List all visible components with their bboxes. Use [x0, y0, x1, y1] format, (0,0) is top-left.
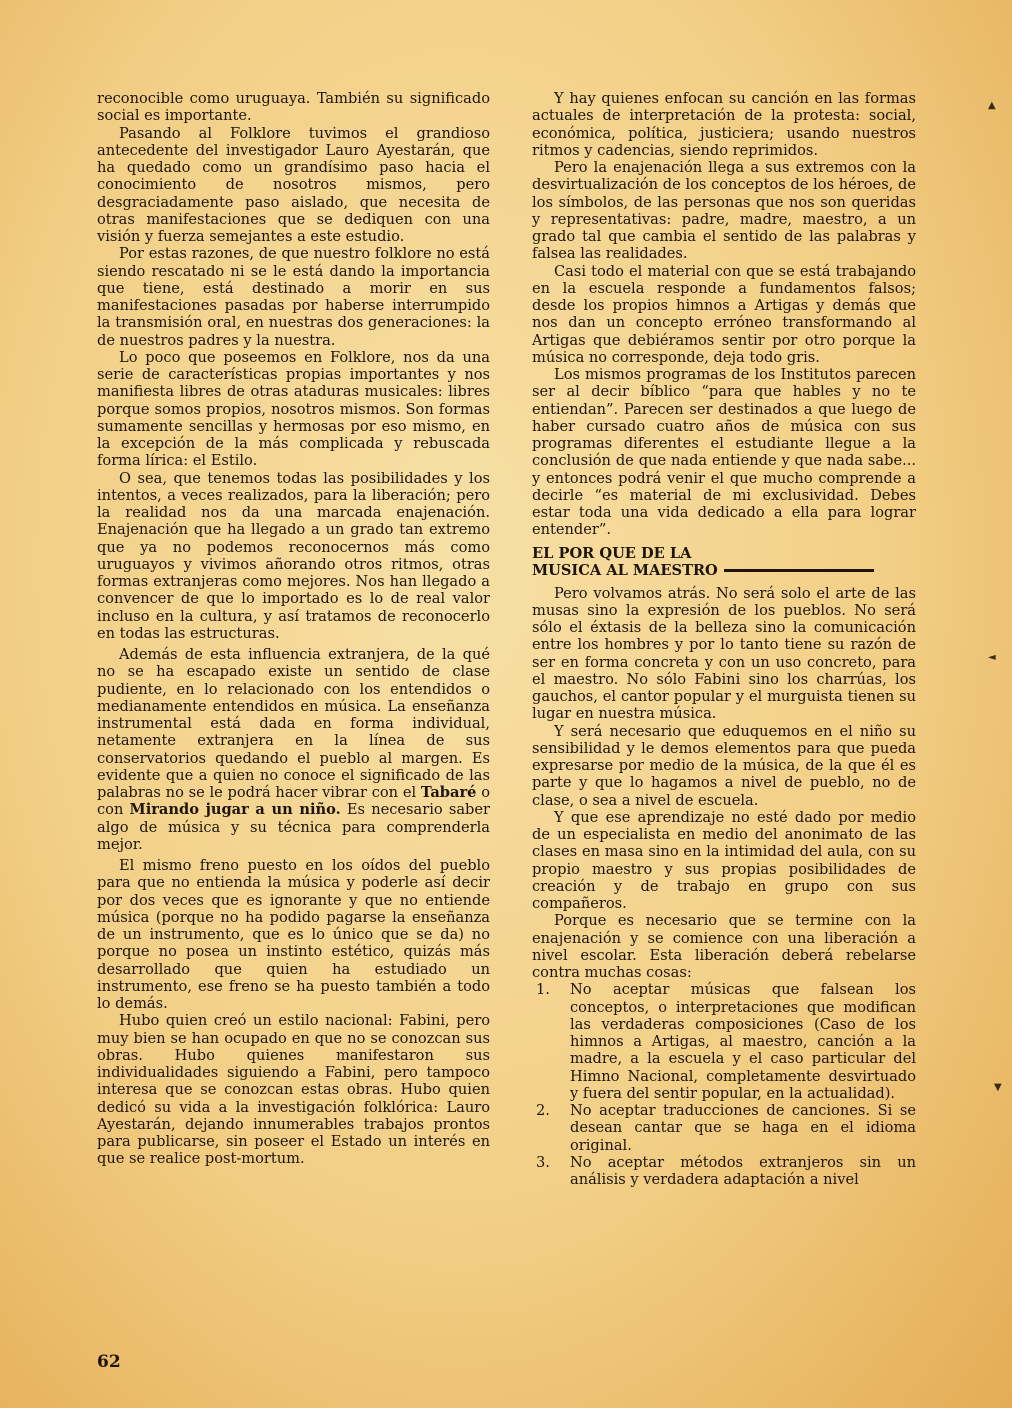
- left-column: [97, 90, 490, 1168]
- heading-line-1: EL POR QUE DE LA: [532, 544, 692, 562]
- paragraph: Hubo quien creó un estilo nacional: Fabini, pero muy bien se han ocupado en que no se conozcan sus obras. Hubo quienes manifestaron sus individualidades siguiendo a Fabini, pero tampoco interesa que se conozcan estas obras. Hubo quien dedicó su vida a la investigación folklórica: Lauro Ayestarán, dejando innumerables trabajos prontos para publicarse, sin poseer el Estado un interés en que se realice post-mortum.: [97, 1012, 490, 1168]
- paragraph: Lo poco que poseemos en Folklore, nos da una serie de características propias importantes y nos manifiesta libres de otras ataduras musicales: libres porque somos propios, nosotros mismos. Son formas sumamente sencillas y hermosas por eso mismo, en la excepción de la más complicada y rebuscada forma lírica: el Estilo.: [97, 348, 490, 470]
- paragraph: [97, 646, 490, 853]
- paragraph: Porque es necesario que se termine con la enajenación y se comience con una liberación a nivel escolar. Esta liberación deberá rebelarse contra muchas cosas:: [532, 912, 916, 981]
- heading-rule: [724, 569, 874, 572]
- paragraph-text: o con: [97, 784, 490, 819]
- paragraph: reconocible como uruguaya. También su significado social es importante.: [97, 90, 490, 125]
- paragraph: Casi todo el material con que se está trabajando en la escuela responde a fundamentos falsos; desde los propios himnos a Artigas y demás que nos dan un concepto erróneo transformando al Artigas que debiéramos sentir por otro porque la música no corresponde, deja todo gris.: [532, 262, 916, 366]
- heading-line-2: MUSICA AL MAESTRO: [532, 561, 718, 579]
- list-item: [532, 1154, 916, 1189]
- numbered-list: [532, 981, 916, 1188]
- right-column: [532, 90, 916, 1188]
- paragraph: Pasando al Folklore tuvimos el grandioso antecedente del investigador Lauro Ayestarán, que ha quedado como un grandísimo paso hacia el conocimiento de nosotros mismos, pero desgraciadamente paso aislado, que necesita de otras manifestaciones que se dediquen con una visión y fuerza semejantes a este estudio.: [97, 124, 490, 245]
- paragraph: Los mismos programas de los Institutos parecen ser al decir bíblico “para que hables y no te entiendan”. Parecen ser destinados a que luego de haber cursado cuatro años de música con sus programas diferentes el estudiante llegue a la conclusión de que nada entiende y que nada sabe... y entonces podrá venir el que mucho comprende a decirle “es material de mi exclusividad. Debes estar toda una vida dedicado a ella para lograr entender”.: [532, 366, 916, 539]
- list-item: [532, 981, 916, 1102]
- margin-mark: ▲: [988, 100, 996, 111]
- paragraph: O sea, que tenemos todas las posibilidades y los intentos, a veces realizados, para la liberación; pero la realidad nos da una marcada enajenación. Enajenación que ha llegado a un grado tan extremo que ya no podemos reconocernos más como uruguayos y vivimos añorando otros ritmos, otras formas extranjeras como mejores. Nos han llegado a convencer de que lo importado es lo de real valor incluso en la cultura, y así tratamos de reconocerlo en todas las estructuras.: [97, 469, 490, 642]
- paragraph-text: Es necesario saber algo de música y su técnica para comprenderla mejor.: [97, 801, 490, 853]
- page-number: 62: [97, 1352, 121, 1372]
- list-item-text: No aceptar músicas que falsean los conceptos, o interpretaciones que modifican las verdaderas composiciones (Caso de los himnos a Artigas, al maestro, canción a la madre, a la escuela y el caso particular del Himno Nacional, completamente desvirtuado y fuera del sentir popular, en la actualidad).: [570, 981, 916, 1102]
- paragraph: Pero volvamos atrás. No será solo el arte de las musas sino la expresión de los pueblos. No será sólo el éxtasis de la belleza sino la comunicación entre los hombres y por lo tanto tiene su razón de ser en forma concreta y con un uso concreto, para el maestro. No sólo Fabini sino los charrúas, los gauchos, el cantor popular y el murguista tienen su lugar en nuestra música.: [532, 584, 916, 723]
- paragraph: Pero la enajenación llega a sus extremos con la desvirtualización de los conceptos de los héroes, de los símbolos, de las personas que nos son queridas y representativas: padre, madre, maestro, a un grado tal que cambia el sentido de las palabras y falsea las realidades.: [532, 159, 916, 263]
- paragraph: Y que ese aprendizaje no esté dado por medio de un especialista en medio del anonimato de las clases en masa sino en la intimidad del aula, con su propio maestro y sus propias posibilidades de creación y de trabajo en grupo con sus compañeros.: [532, 808, 916, 912]
- work-title-mirando: Mirando jugar a un niño.: [129, 801, 341, 819]
- paragraph: El mismo freno puesto en los oídos del pueblo para que no entienda la música y poderle así decir por dos veces que es ignorante y que no entiende música (porque no ha podido pagarse la enseñanza de un instrumento, que es lo único que se da) no porque no posea un instinto estético, quizás más desarrollado que quien ha estudiado un instrumento, ese freno se ha puesto también a todo lo demás.: [97, 857, 490, 1012]
- margin-mark: ▼: [994, 1082, 1002, 1093]
- list-number: 3.: [536, 1153, 550, 1171]
- paragraph-text: Además de esta influencia extranjera, de la qué no se ha escapado existe un sentido de clase pudiente, en lo relacionado con los entendidos o medianamente entendidos en música. La enseñanza instrumental está dada en forma individual, netamente extranjera en la línea de sus conservatorios quedando el pueblo al margen. Es evidente que a quien no conoce el significado de las palabras no se le podrá hacer vibrar con el: [97, 646, 490, 801]
- list-number: 1.: [536, 981, 550, 999]
- list-item-text: No aceptar métodos extranjeros sin un análisis y verdadera adaptación a nivel: [570, 1153, 916, 1188]
- work-title-tabare: Tabaré: [420, 784, 477, 801]
- paragraph: Y será necesario que eduquemos en el niño su sensibilidad y le demos elementos para que pueda expresarse por medio de la música, de la que él es parte y que lo hagamos a nivel de pueblo, no de clase, o sea a nivel de escuela.: [532, 722, 916, 809]
- list-item: [532, 1102, 916, 1154]
- list-item-text: No aceptar traducciones de canciones. Si se desean cantar que se haga en el idioma original.: [570, 1102, 916, 1154]
- section-heading: [532, 545, 916, 579]
- paragraph: Por estas razones, de que nuestro folklore no está siendo rescatado ni se le está dando la importancia que tiene, está destinado a morir en sus manifestaciones pasadas por haberse interrumpido la transmisión oral, en nuestras dos generaciones: la de nuestros padres y la nuestra.: [97, 245, 490, 349]
- margin-mark: ◄: [988, 652, 996, 663]
- list-number: 2.: [536, 1102, 550, 1119]
- paragraph: Y hay quienes enfocan su canción en las formas actuales de interpretación de la protesta: social, económica, política, justiciera; usando nuestros ritmos y cadencias, siendo reprimidos.: [532, 90, 916, 159]
